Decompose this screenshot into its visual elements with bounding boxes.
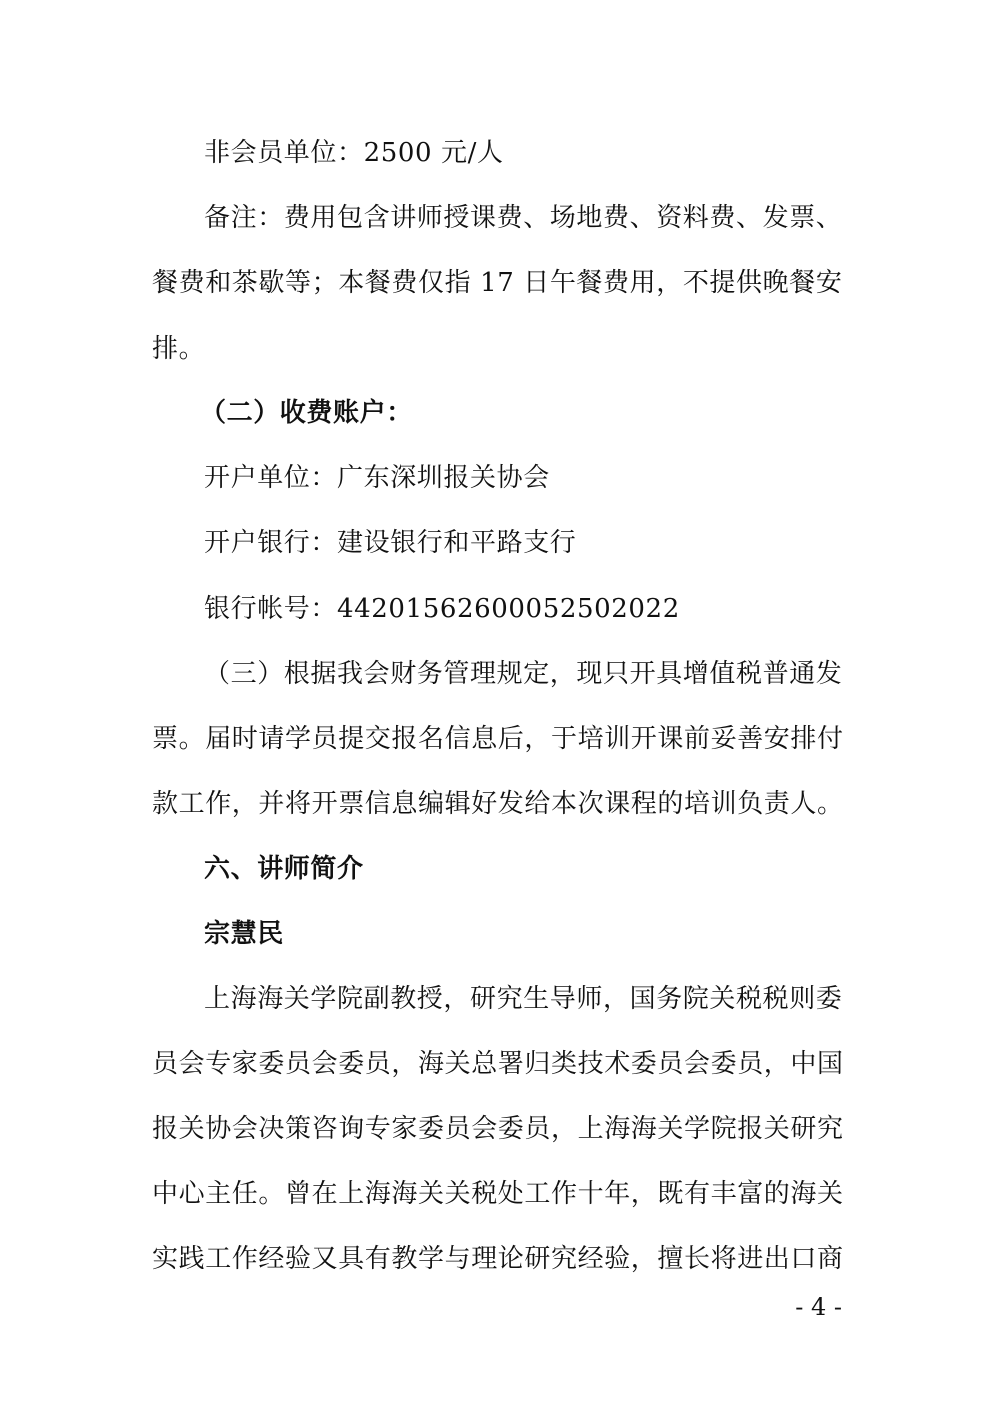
invoice-paragraph-line-2: 票。届时请学员提交报名信息后，于培训开课前妥善安排付 [152,724,844,754]
lecturer-name: 宗慧民 [204,919,284,949]
fee-note-line-3: 排。 [152,334,206,364]
section-account-heading: （二）收费账户： [200,398,413,428]
fee-note-line-1: 备注：费用包含讲师授课费、场地费、资料费、发票、 [204,203,843,233]
account-number-line: 银行帐号：44201562600052502022 [204,594,680,624]
page-number: - 4 - [795,1293,842,1321]
invoice-paragraph-line-3: 款工作，并将开票信息编辑好发给本次课程的培训负责人。 [152,789,844,819]
lecturer-bio-line-3: 报关协会决策咨询专家委员会委员，上海海关学院报关研究 [152,1114,844,1144]
section-lecturer-heading: 六、讲师简介 [204,854,364,884]
invoice-paragraph-line-1: （三）根据我会财务管理规定，现只开具增值税普通发 [204,659,843,689]
account-bank-line: 开户银行：建设银行和平路支行 [204,528,577,558]
fee-nonmember-line: 非会员单位：2500 元/人 [204,138,504,168]
lecturer-bio-line-2: 员会专家委员会委员，海关总署归类技术委员会委员，中国 [152,1049,844,1079]
lecturer-bio-line-5: 实践工作经验又具有教学与理论研究经验，擅长将进出口商 [152,1244,844,1274]
lecturer-bio-line-1: 上海海关学院副教授，研究生导师，国务院关税税则委 [204,984,843,1014]
fee-note-line-2: 餐费和茶歇等；本餐费仅指 17 日午餐费用，不提供晚餐安 [152,268,843,298]
account-holder-line: 开户单位：广东深圳报关协会 [204,463,550,493]
lecturer-bio-line-4: 中心主任。曾在上海海关关税处工作十年，既有丰富的海关 [152,1179,844,1209]
